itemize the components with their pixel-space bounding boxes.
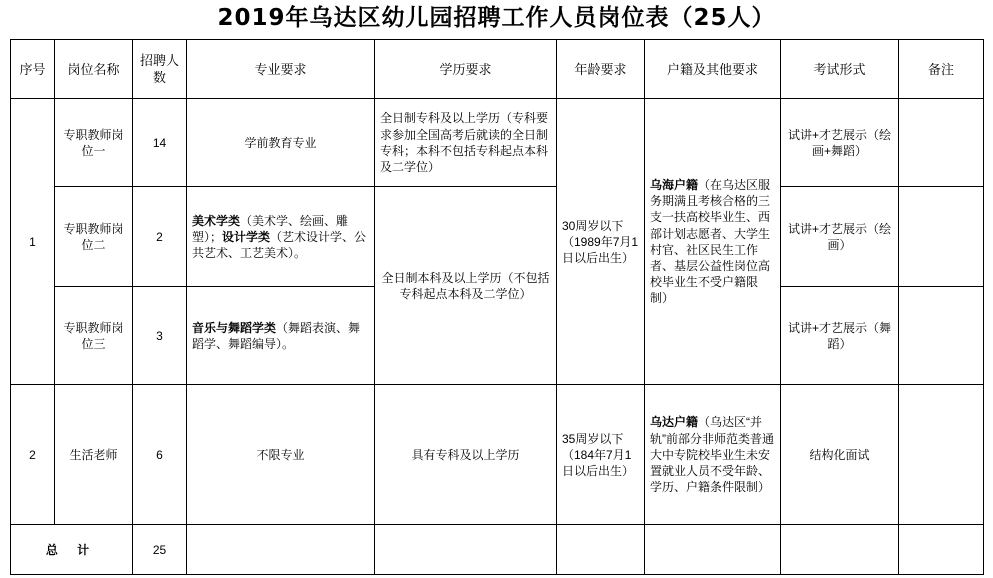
household-emphasis: 乌海户籍 — [650, 178, 699, 193]
column-header-remark: 备注 — [899, 40, 984, 99]
table-header-row — [11, 40, 984, 99]
cell-age: 30周岁以下（1989年7月1日以后出生） — [557, 99, 645, 385]
major-emphasis-1: 音乐与舞蹈学类 — [192, 320, 277, 335]
cell-remark — [899, 187, 984, 287]
cell-exam: 试讲+才艺展示（绘画+舞蹈） — [781, 99, 899, 187]
total-empty-major — [187, 525, 375, 575]
cell-count: 2 — [133, 187, 187, 287]
column-header-education: 学历要求 — [375, 40, 557, 99]
cell-exam: 结构化面试 — [781, 385, 899, 525]
total-empty-household — [645, 525, 781, 575]
major-text-2: （艺术设计学、公共艺术、工艺美术）。 — [192, 229, 367, 260]
cell-count: 6 — [133, 385, 187, 525]
cell-post: 专职教师岗位三 — [55, 287, 133, 385]
table-row — [11, 385, 984, 525]
cell-remark — [899, 99, 984, 187]
column-header-household: 户籍及其他要求 — [645, 40, 781, 99]
cell-exam: 试讲+才艺展示（舞蹈） — [781, 287, 899, 385]
cell-household: 乌达户籍（乌达区“并轨”前部分非师范类普通大中专院校毕业生未安置就业人员不受年龄、学历、户籍条件限制） — [645, 385, 781, 525]
cell-post: 专职教师岗位一 — [55, 99, 133, 187]
cell-remark — [899, 385, 984, 525]
cell-education: 全日制本科及以上学历（不包括专科起点本科及二学位） — [375, 187, 557, 385]
column-header-age: 年龄要求 — [557, 40, 645, 99]
table-total-row — [11, 525, 984, 575]
total-empty-education — [375, 525, 557, 575]
table-row — [11, 187, 984, 287]
major-emphasis-1: 美术学类 — [192, 213, 241, 228]
recruitment-table — [10, 39, 984, 575]
total-count: 25 — [133, 525, 187, 575]
major-emphasis-2: 设计学类 — [222, 229, 271, 244]
cell-education: 全日制专科及以上学历（专科要求参加全国高考后就读的全日制专科；本科不包括专科起点本科及二学位） — [375, 99, 557, 187]
page-title: 2019年乌达区幼儿园招聘工作人员岗位表（25人） — [217, 5, 776, 31]
cell-count: 14 — [133, 99, 187, 187]
total-label: 总 计 — [11, 525, 133, 575]
column-header-post: 岗位名称 — [55, 40, 133, 99]
cell-household: 乌海户籍（在乌达区服务期满且考核合格的三支一扶高校毕业生、西部计划志愿者、大学生村官、社区民生工作者、基层公益性岗位高校毕业生不受户籍限制） — [645, 99, 781, 385]
column-header-major: 专业要求 — [187, 40, 375, 99]
cell-index: 2 — [11, 385, 55, 525]
cell-major: 学前教育专业 — [187, 99, 375, 187]
table-row — [11, 99, 984, 187]
cell-age: 35周岁以下（184年7月1日以后出生） — [557, 385, 645, 525]
column-header-count: 招聘人数 — [133, 40, 187, 99]
column-header-exam: 考试形式 — [781, 40, 899, 99]
total-empty-exam — [781, 525, 899, 575]
major-text-1: （舞蹈表演、舞蹈学、舞蹈编导）。 — [192, 320, 361, 351]
cell-major — [187, 187, 375, 287]
cell-remark — [899, 287, 984, 385]
household-emphasis: 乌达户籍 — [650, 415, 699, 430]
cell-major — [187, 287, 375, 385]
cell-exam: 试讲+才艺展示（绘画） — [781, 187, 899, 287]
cell-index: 1 — [11, 99, 55, 385]
cell-post: 生活老师 — [55, 385, 133, 525]
major-text-1: （美术学、绘画、雕塑）； — [192, 213, 349, 244]
column-header-index: 序号 — [11, 40, 55, 99]
total-empty-age — [557, 525, 645, 575]
cell-count: 3 — [133, 287, 187, 385]
cell-major: 不限专业 — [187, 385, 375, 525]
total-empty-remark — [899, 525, 984, 575]
cell-post: 专职教师岗位二 — [55, 187, 133, 287]
cell-education: 具有专科及以上学历 — [375, 385, 557, 525]
